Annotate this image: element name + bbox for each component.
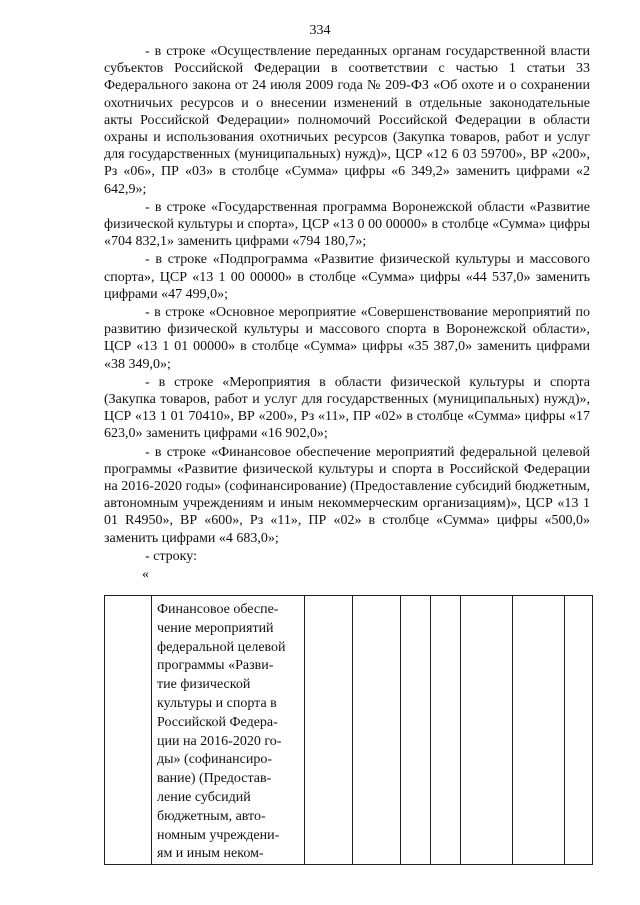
table-cell-number — [105, 596, 152, 865]
paragraph-row-intro: - строку: — [145, 548, 197, 564]
budget-table-wrapper — [104, 595, 593, 865]
name-line: вание) (Предостав- — [157, 771, 272, 787]
name-line: ям и иным неком- — [157, 846, 264, 862]
name-line: чение мероприятий — [157, 620, 274, 636]
name-line: ции на 2016-2020 го- — [157, 733, 282, 749]
name-line: тие физической — [157, 677, 251, 693]
table-cell-sum — [513, 596, 565, 865]
table-cell-gr — [305, 596, 353, 865]
table-cell-extra — [565, 596, 593, 865]
paragraph-subprogram: - в строке «Подпрограмма «Развитие физической культуры и массового спорта», ЦСР «13 1 00 00000» в столбце «Сумма» цифры «44 537,0» заменить цифрами «47 499,0»; — [104, 252, 590, 302]
budget-table — [104, 595, 593, 865]
paragraph-hunting-powers: - в строке «Осуществление переданных органам государственной власти субъектов Российской Федерации в соответствии с частью 1 статьи 33 Федерального закона от 24 июля 2009 года № 209-ФЗ «Об охоте и о сохранении охотничьих ресурсов и о внесении изменений в отдельные законодательные акты Российской Федерации» полномочий Российской Федерации в области охраны и использования охотничьих ресурсов (Закупка товаров, работ и услуг для государственных (муниципальных) нужд)», ЦСР «12 6 03 59700», ВР «200», Рз «06», ПР «03» в столбце «Сумма» цифры «6 349,2» заменить цифрами «2 642,9»; — [104, 44, 590, 197]
table-cell-vr — [461, 596, 513, 865]
name-line: культуры и спорта в — [157, 695, 277, 711]
name-line: ды» (софинансиро- — [157, 752, 273, 768]
name-line: бюджетным, авто- — [157, 808, 266, 824]
table-cell-pr — [431, 596, 461, 865]
paragraph-state-program: - в строке «Государственная программа Воронежской области «Развитие физической культуры и спорта», ЦСР «13 0 00 00000» в столбце «Сумма» цифры «704 832,1» заменить цифрами «794 180,7»; — [104, 199, 590, 250]
paragraph-sport-activities: - в строке «Мероприятия в области физической культуры и спорта (Закупка товаров, работ и услуг для государственных (муниципальных) нужд)», ЦСР «13 1 01 70410», ВР «200», Рз «11», ПР «02» в столбце «Сумма» цифры «17 623,0» заменить цифрами «16 902,0»; — [104, 374, 590, 442]
name-line: федеральной целевой — [157, 639, 286, 655]
paragraph-federal-program: - в строке «Финансовое обеспечение мероприятий федеральной целевой программы «Развитие физической культуры и спорта в Российской Федерации на 2016-2020 годы» (софинансирование) (Предоставление субсидий бюджетным, автономным учреждениям и иным некоммерческим организациям)», ЦСР «13 1 01 R4950», ВР «600», Рз «11», ПР «02» в столбце «Сумма» цифры «500,0» заменить цифрами «4 683,0»; — [104, 444, 590, 546]
name-line: программы «Разви- — [157, 658, 274, 674]
name-line: Российской Федера- — [157, 714, 278, 730]
name-line: номным учреждени- — [157, 827, 280, 843]
page-number: 334 — [309, 23, 331, 38]
name-line: Финансовое обеспе- — [157, 602, 279, 617]
paragraph-main-activity: - в строке «Основное мероприятие «Совершенствование мероприятий по развитию физической культуры и массового спорта в Воронежской области», ЦСР «13 1 01 00000» в столбце «Сумма» цифры «35 387,0» заменить цифрами «38 349,0»; — [104, 305, 590, 372]
name-line: ление субсидий — [157, 789, 251, 805]
table-cell-name — [152, 596, 305, 865]
quote-open-mark: « — [142, 567, 149, 583]
document-body — [104, 43, 590, 583]
table-row — [105, 596, 593, 865]
table-cell-rz — [401, 596, 431, 865]
table-cell-csr — [353, 596, 401, 865]
